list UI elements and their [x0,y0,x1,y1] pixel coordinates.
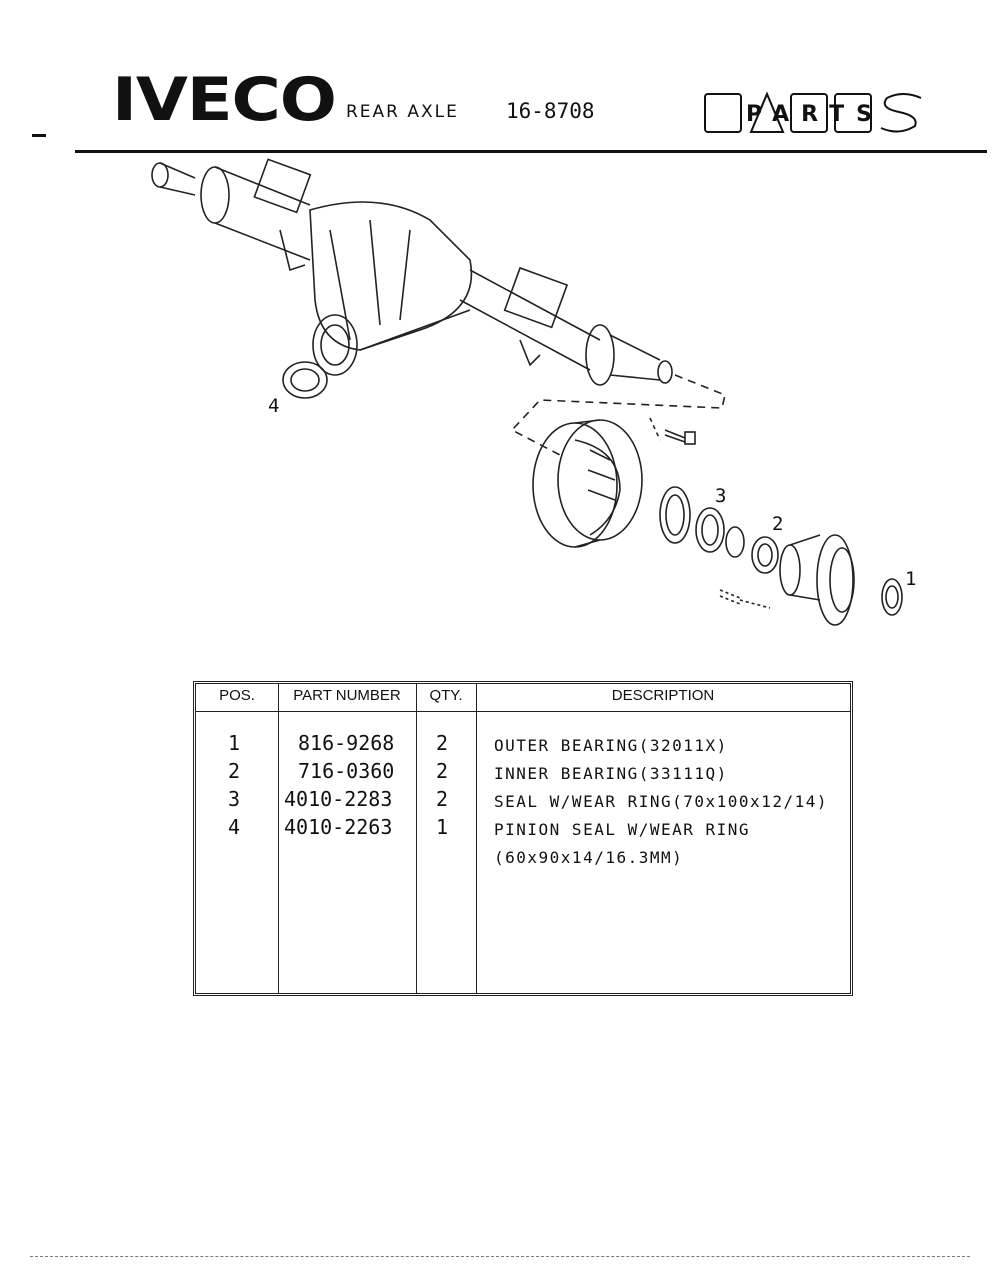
column-header-pos: POS. [219,687,255,704]
row-2-pos: 2 [228,759,241,783]
column-header-description: DESCRIPTION [611,687,715,704]
row-3-pos: 3 [228,787,241,811]
differential-housing [310,202,471,375]
row-2-part: 716-0360 [298,759,395,783]
row-4-description: PINION SEAL W/WEAR RING [494,820,751,839]
section-title: REAR AXLE [346,102,459,122]
row-3-qty: 2 [436,787,449,811]
wheel-bolt [665,430,695,444]
wheel-hub [720,535,854,625]
row-4-description-cont: (60x90x14/16.3MM) [494,848,684,867]
margin-mark [32,134,46,137]
row-1-pos: 1 [228,731,241,755]
outer-bearing [882,579,902,615]
parts-badge-logo [703,88,927,138]
row-1-description: OUTER BEARING(32011X) [494,736,728,755]
row-2-description: INNER BEARING(33111Q) [494,764,728,783]
row-1-part: 816-9268 [298,731,395,755]
footer-rule [30,1256,970,1257]
callout-3: 3 [715,485,727,507]
row-4-qty: 1 [436,815,449,839]
parts-table [193,681,853,996]
row-4-pos: 4 [228,815,241,839]
column-divider [416,684,417,993]
pinion-seal [283,362,327,398]
axle-shaft-left [152,159,310,270]
row-1-qty: 2 [436,731,449,755]
callout-2: 2 [772,513,784,535]
callout-4: 4 [268,395,280,417]
document-number: 16-8708 [506,99,595,123]
parts-badge-text: PARTS [746,102,884,127]
column-header-qty: QTY. [429,687,463,704]
row-3-part: 4010-2283 [284,787,393,811]
header-divider [196,711,850,712]
brake-assembly [533,420,642,547]
column-header-part-number: PART NUMBER [293,687,401,704]
column-divider [278,684,279,993]
row-4-part: 4010-2263 [284,815,393,839]
row-3-description: SEAL W/WEAR RING(70x100x12/14) [494,792,828,811]
column-divider [476,684,477,993]
brand-logo: IVECO [112,65,336,135]
inner-bearing [726,527,778,573]
rear-axle-exploded-diagram [120,150,940,650]
row-2-qty: 2 [436,759,449,783]
axle-shaft-right [460,268,672,385]
callout-1: 1 [905,568,917,590]
